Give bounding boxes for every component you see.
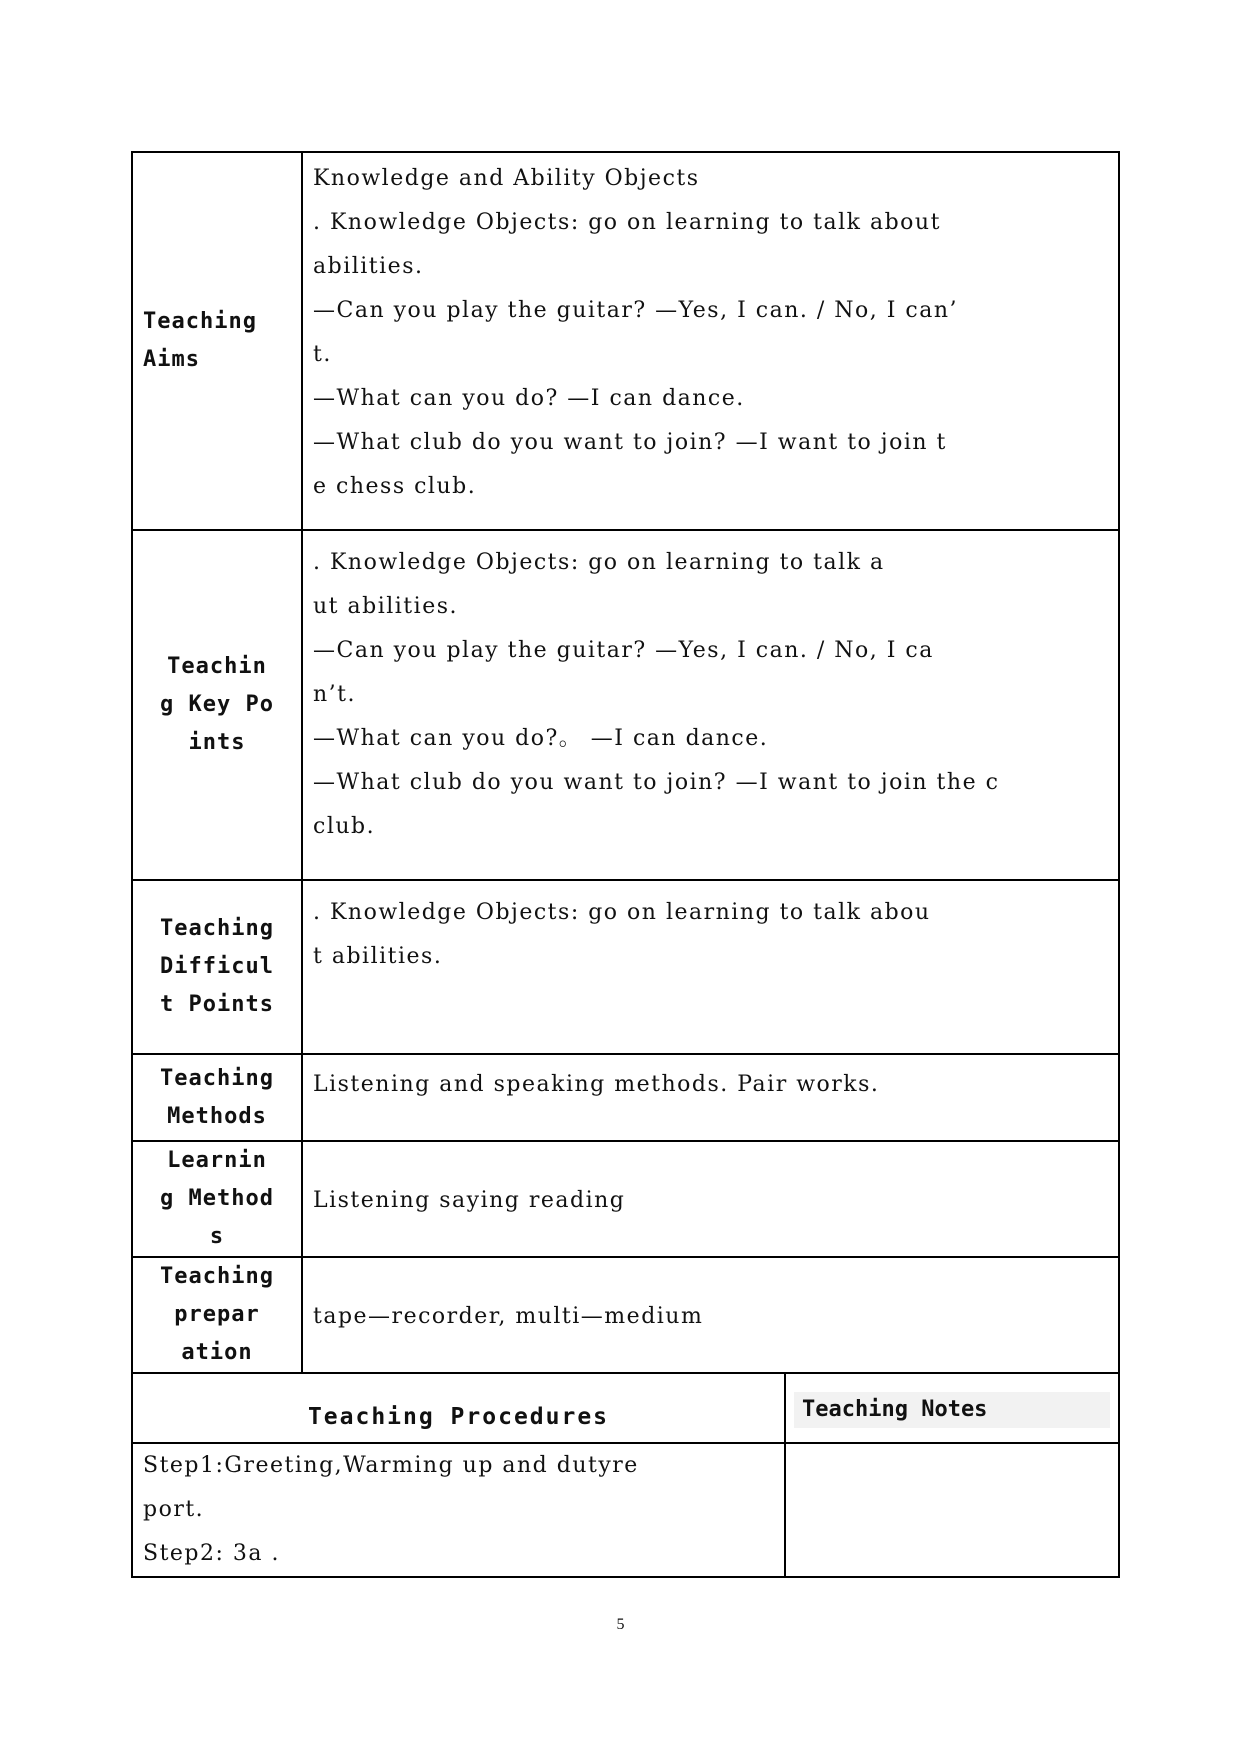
text-line: Step1:Greeting,Warming up and dutyre — [143, 1453, 639, 1478]
text-line: . Knowledge Objects: go on learning to talk about — [313, 210, 941, 235]
content-teaching-methods — [302, 1054, 1119, 1141]
text-line: e chess club. — [313, 474, 477, 499]
text-line: port. — [143, 1497, 205, 1522]
row-procedures-header — [132, 1373, 1119, 1443]
text-line: Knowledge and Ability Objects — [313, 166, 700, 191]
text-line: —Can you play the guitar? —Yes, I can. / No, I can’ — [313, 298, 959, 323]
text-line: . Knowledge Objects: go on learning to talk abou — [313, 900, 931, 925]
label-line: s — [209, 1224, 225, 1249]
text-line: ut abilities. — [313, 594, 458, 619]
page-number: 5 — [616, 1616, 625, 1633]
content-teaching-preparation — [302, 1257, 1119, 1373]
label-line: prepar — [174, 1302, 260, 1327]
label-line: g Method — [160, 1186, 274, 1211]
notes-header-cell — [785, 1373, 1119, 1443]
notes-content — [785, 1443, 1119, 1577]
row-learning-methods — [132, 1141, 1119, 1257]
label-line: ation — [181, 1340, 253, 1365]
text-line: Listening and speaking methods. Pair works. — [313, 1072, 880, 1097]
label-teaching-preparation — [132, 1257, 302, 1373]
text-line: Listening saying reading — [313, 1188, 626, 1213]
label-line: Teaching — [160, 1065, 274, 1091]
text-line: t abilities. — [313, 944, 443, 969]
text-line: —What can you do? —I can dance. — [313, 386, 745, 411]
label-line: Teaching — [160, 1264, 274, 1289]
label-learning-methods — [132, 1141, 302, 1257]
row-key-points — [132, 530, 1119, 880]
text-line: t. — [313, 342, 332, 367]
label-teaching-aims — [132, 152, 302, 530]
row-teaching-preparation — [132, 1257, 1119, 1373]
text-line: —Can you play the guitar? —Yes, I can. / No, I ca — [313, 638, 934, 663]
label-line: Teaching — [143, 309, 257, 334]
text-line: . Knowledge Objects: go on learning to talk a — [313, 550, 885, 575]
text-line: —What club do you want to join? —I want to join t — [313, 430, 947, 455]
text-line: n’t. — [313, 682, 356, 707]
procedures-header: Teaching Procedures — [132, 1373, 785, 1443]
label-line: Difficul — [160, 954, 274, 979]
row-teaching-methods — [132, 1054, 1119, 1141]
content-learning-methods — [302, 1141, 1119, 1257]
notes-header: Teaching Notes — [794, 1392, 1110, 1428]
text-line: tape—recorder, multi—medium — [313, 1304, 704, 1329]
label-line: Teaching — [160, 916, 274, 941]
procedures-content — [132, 1443, 785, 1577]
content-difficult-points — [302, 880, 1119, 1054]
label-teaching-methods — [132, 1054, 302, 1141]
text-line: Step2: 3a . — [143, 1541, 281, 1566]
label-line: Learnin — [167, 1148, 267, 1173]
text-line: —What can you do?。 —I can dance. — [313, 726, 769, 751]
label-line: Methods — [167, 1103, 267, 1129]
label-line: g Key Po — [160, 692, 274, 717]
content-key-points — [302, 530, 1119, 880]
label-difficult-points — [132, 880, 302, 1054]
label-line: t Points — [160, 992, 274, 1017]
row-teaching-aims — [132, 152, 1119, 530]
label-key-points — [132, 530, 302, 880]
row-procedures-content — [132, 1443, 1119, 1577]
label-line: Teachin — [167, 654, 267, 679]
label-line: Aims — [143, 347, 200, 372]
lesson-plan-table — [131, 151, 1120, 1578]
text-line: club. — [313, 814, 376, 839]
label-line: ints — [188, 730, 246, 755]
text-line: abilities. — [313, 254, 424, 279]
text-line: —What club do you want to join? —I want to join the c — [313, 770, 1000, 795]
row-difficult-points — [132, 880, 1119, 1054]
content-teaching-aims — [302, 152, 1119, 530]
